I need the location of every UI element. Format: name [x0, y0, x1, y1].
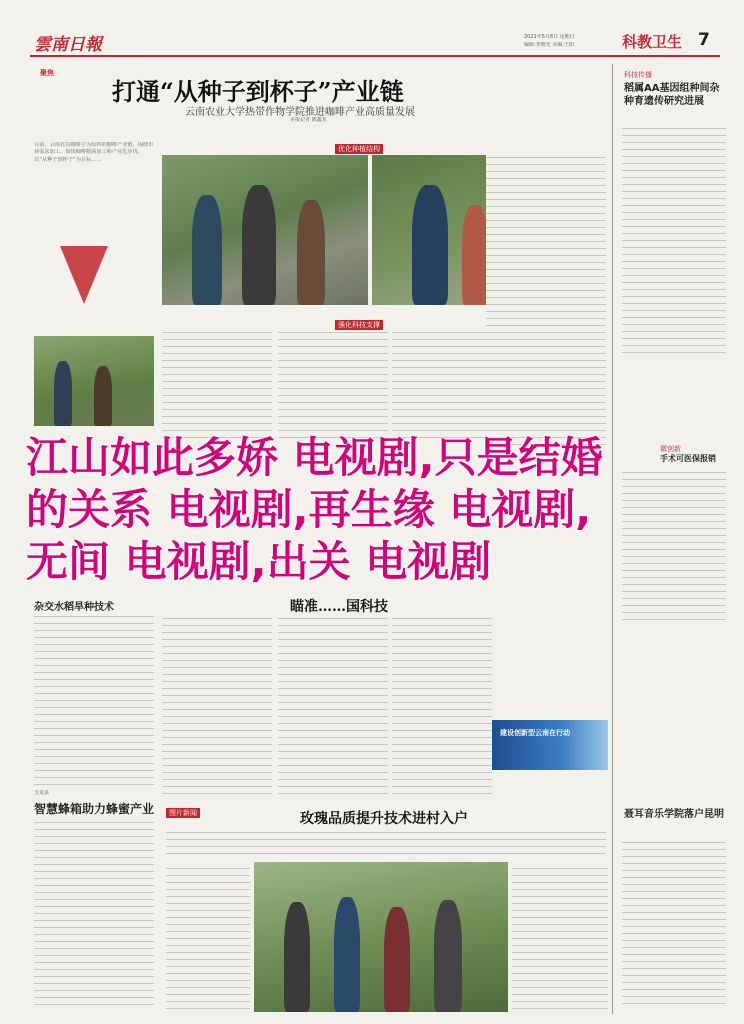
mid-headline: 瞄准……国科技 — [290, 599, 388, 615]
newspaper-logo: 雲南日報 — [34, 35, 102, 55]
rice-field-photo — [34, 336, 154, 426]
right-headline-2: 手术可医保报销 — [660, 454, 716, 463]
lead-intro: 目前，云南省以咖啡豆为原料的咖啡产业链，围绕市场需求加工、加快咖啡精深加工和产业化步伐，以“从种子到杯子”为目标…… — [34, 142, 154, 163]
bottom-caption — [166, 830, 606, 858]
bottom-body-right — [512, 866, 608, 1011]
left-body-2 — [34, 820, 154, 1010]
innovation-banner — [492, 720, 608, 770]
editors: 编辑:李增光 美编:王阳 — [524, 42, 574, 48]
issue-date: 2021年5月8日 星期日 — [524, 34, 575, 40]
photo-tag-2: 强化科技支撑 — [335, 320, 383, 330]
right-tag-2: 微创新 — [660, 445, 681, 453]
rose-village-photo — [254, 862, 508, 1012]
lead-byline: 本报记者 陈鑫龙 — [290, 117, 327, 123]
mid-body-2 — [278, 616, 388, 796]
lead-headline: 打通“从种子到杯子”产业链 — [112, 77, 404, 106]
lead-kicker: 聚焦 — [40, 69, 54, 77]
banner-text: 建设创新型云南在行动 — [500, 729, 570, 737]
mid-body-3 — [392, 616, 492, 796]
left-body-1 — [34, 614, 154, 789]
arrow-mark-icon — [60, 246, 108, 304]
right-tag-1: 科技传播 — [624, 71, 652, 79]
right-headline-1: 稻属AA基因组种间杂种育遗传研究进展 — [624, 83, 720, 107]
bottom-body-left — [166, 866, 250, 1011]
section-title: 科教卫生 — [622, 33, 683, 51]
lead-subhead: 云南农业大学热带作物学院推进咖啡产业高质量发展 — [185, 107, 415, 118]
left-kicker-2: 玉龙县 — [34, 790, 50, 796]
left-headline-2: 智慧蜂箱助力蜂蜜产业 — [34, 802, 155, 816]
left-headline-1: 杂交水稻旱种技术 — [34, 602, 114, 613]
mid-body-1 — [162, 616, 272, 796]
overlay-text: 江山如此多娇 电视剧,只是结婚的关系 电视剧,再生缘 电视剧,无间 电视剧,出关 电视剧 — [26, 433, 603, 586]
lead-body-1 — [162, 330, 272, 440]
lead-body-4 — [486, 155, 606, 445]
right-headline-3: 聂耳音乐学院落户昆明 — [624, 809, 724, 820]
lead-body-2 — [278, 330, 388, 440]
masthead — [0, 0, 744, 60]
right-body-1 — [622, 126, 726, 356]
right-body-2 — [622, 470, 726, 620]
photo-news-tag: 图片新闻 — [166, 808, 200, 818]
masthead-rule — [30, 55, 720, 57]
photo-tag-1: 优化种植结构 — [335, 144, 383, 154]
right-body-3 — [622, 840, 726, 1010]
page-number: 7 — [698, 30, 710, 50]
field-photo-1 — [162, 155, 368, 305]
bottom-headline: 玫瑰品质提升技术进村入户 — [300, 811, 468, 827]
